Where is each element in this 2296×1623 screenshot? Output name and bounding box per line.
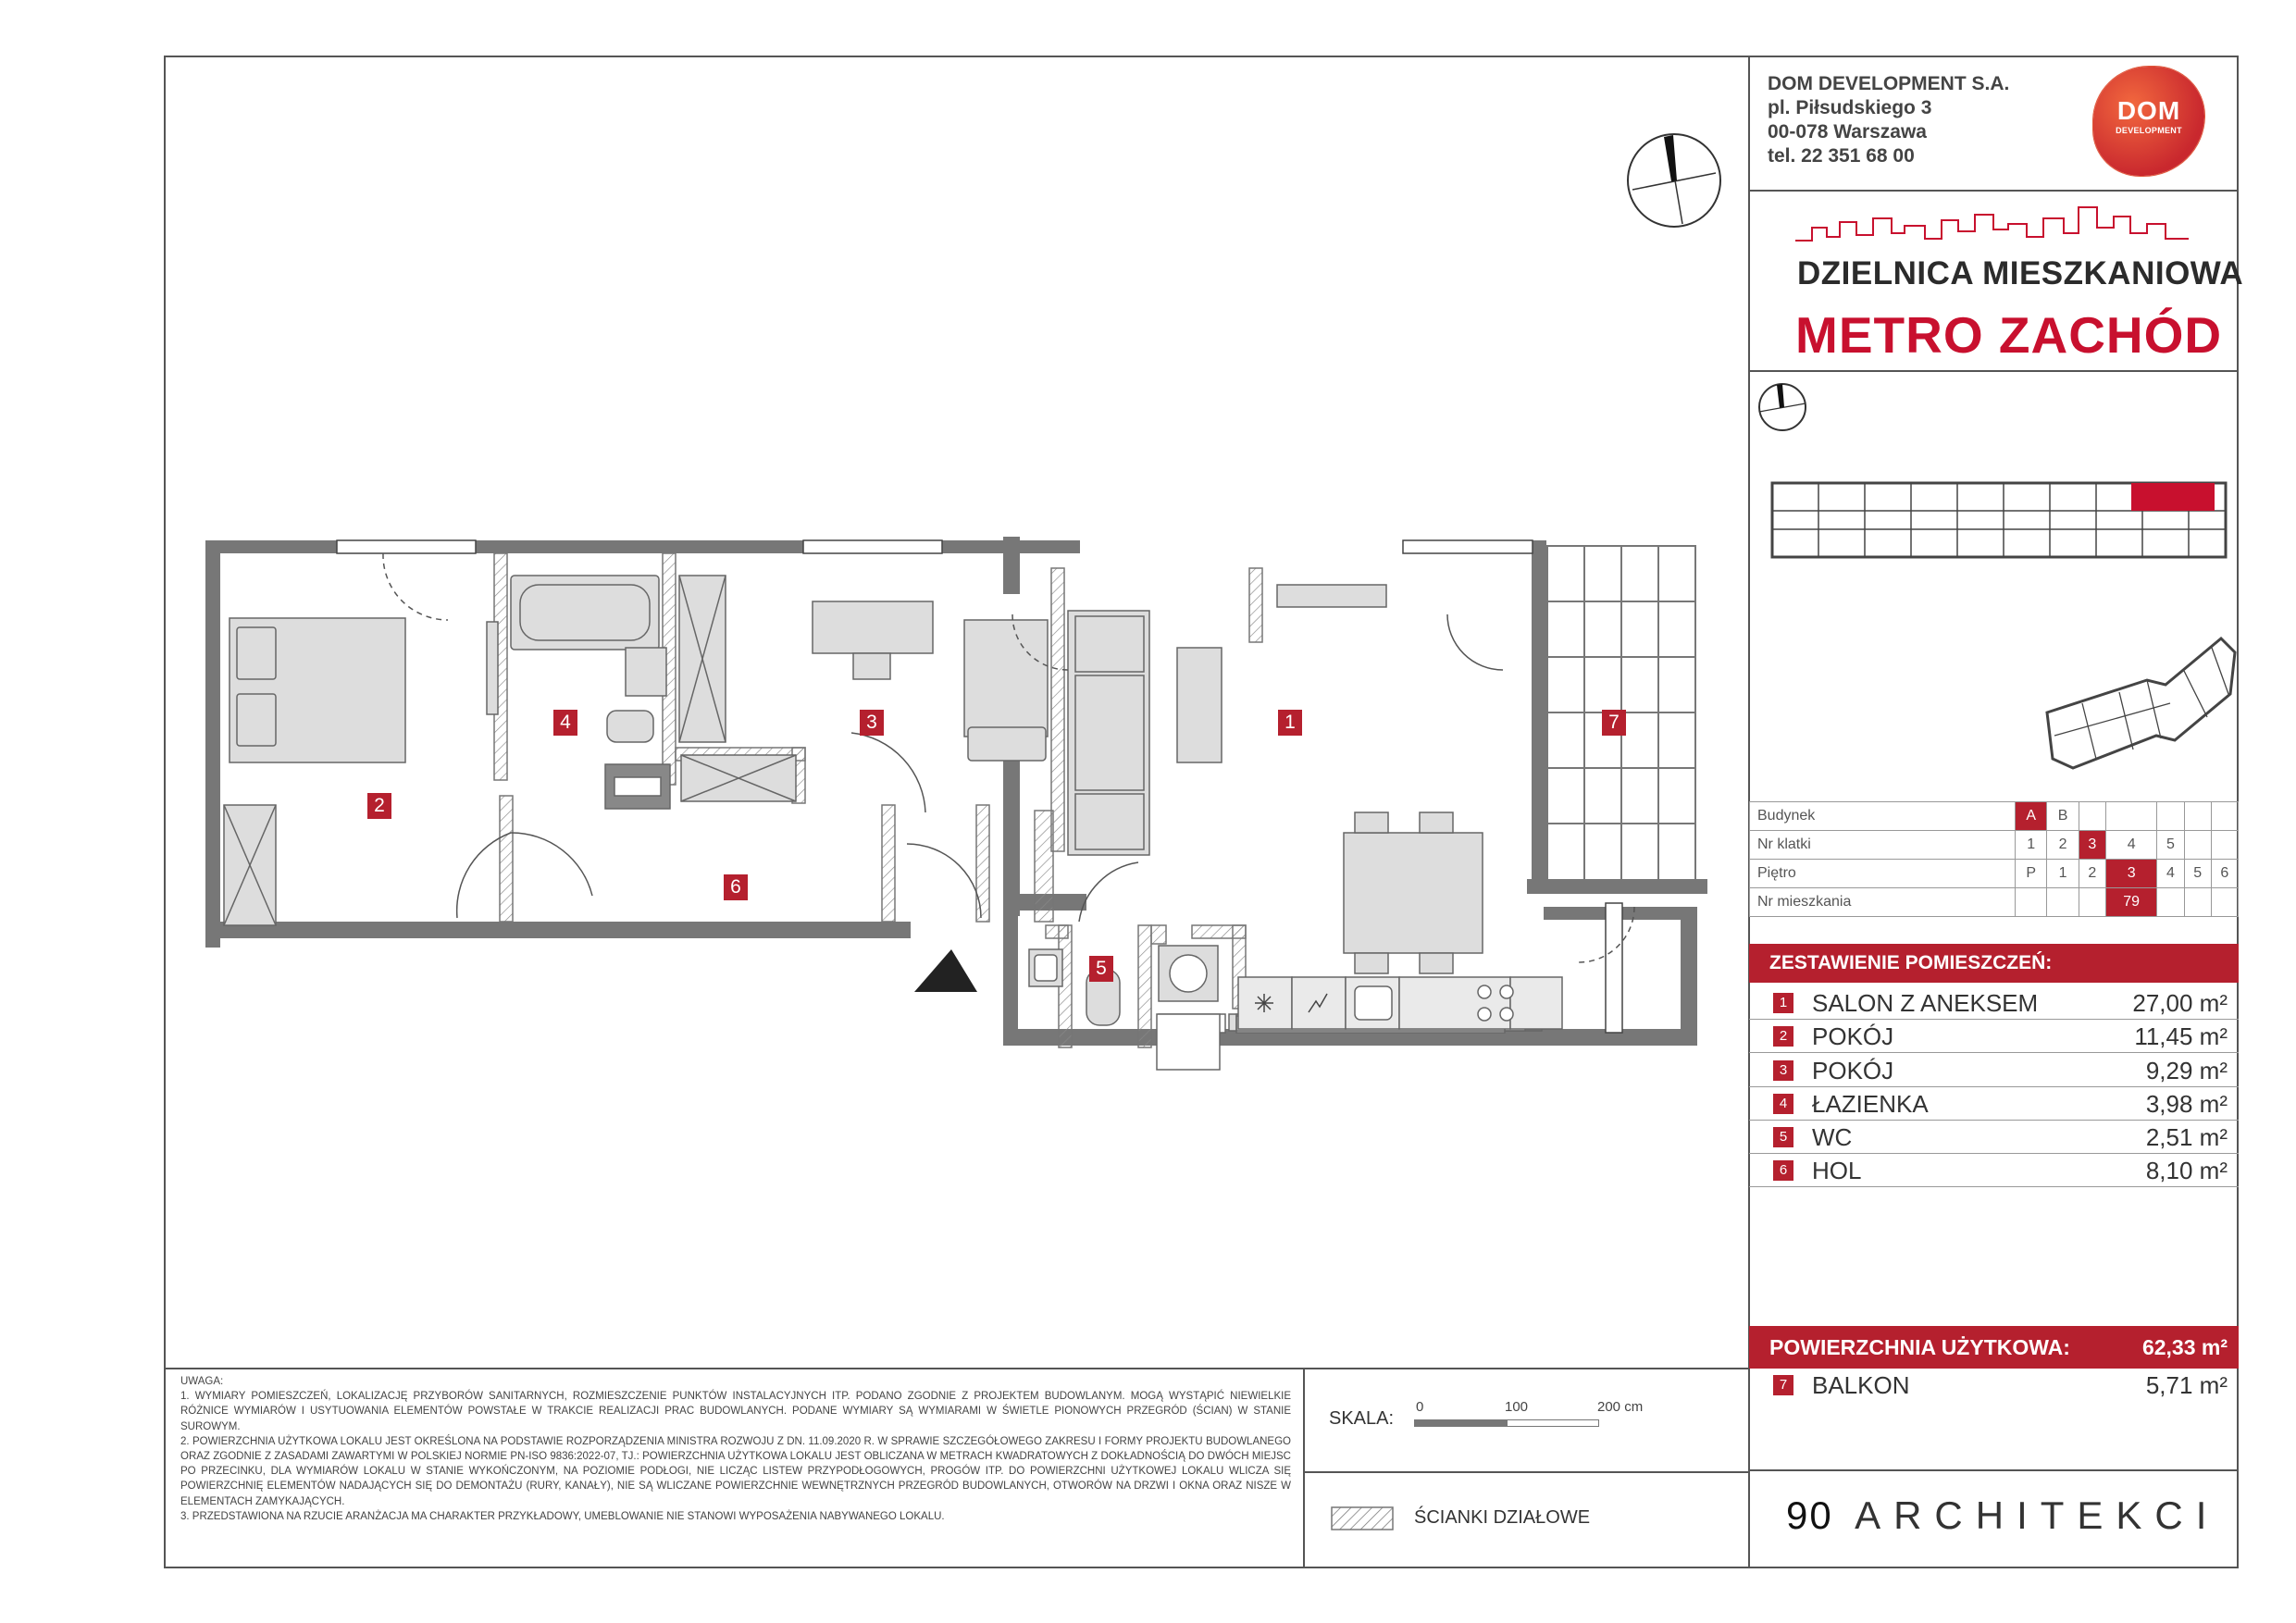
room-row-divider [1749, 1186, 2239, 1187]
plan-room-label: 3 [860, 710, 884, 736]
company-address-street: pl. Piłsudskiego 3 [1768, 97, 1932, 118]
room-row [1749, 1121, 2239, 1154]
location-cell: 5 [2184, 860, 2211, 888]
location-cell: 2 [2047, 831, 2079, 860]
room-area: 9,29 m² [2145, 1057, 2228, 1084]
room-name: HOL [1812, 1157, 1862, 1184]
location-cell: A [2016, 802, 2047, 831]
room-name: SALON Z ANEKSEM [1812, 989, 2039, 1017]
scale-tick-0: 0 [1416, 1399, 1424, 1415]
site-plan-thumbnail [2045, 629, 2240, 787]
logo-text-development: DEVELOPMENT [2116, 126, 2182, 135]
room-number: 1 [1773, 993, 1793, 1013]
panel-line [1748, 1469, 2239, 1471]
balcony-area: 5,71 m² [2145, 1371, 2228, 1399]
room-row [1749, 1154, 2239, 1187]
usable-area-value: 62,33 m² [2141, 1335, 2228, 1359]
plan-room-label: 7 [1602, 710, 1626, 736]
skyline-icon [1795, 202, 2189, 248]
location-cell: 3 [2079, 831, 2105, 860]
location-row-label: Piętro [1750, 860, 2016, 888]
building-floor-key-plan [1763, 474, 2235, 566]
brand-line-2: METRO ZACHÓD [1795, 306, 2223, 364]
room-area: 27,00 m² [2132, 989, 2228, 1017]
room-row [1749, 1020, 2239, 1053]
location-cell [2184, 831, 2211, 860]
location-cell: 1 [2016, 831, 2047, 860]
location-cell: 6 [2211, 860, 2238, 888]
panel-line [1748, 370, 2239, 372]
room-number: 3 [1773, 1060, 1793, 1081]
location-cell: 4 [2157, 860, 2184, 888]
architect-name: ARCHITEKCI [1855, 1493, 2220, 1537]
panel-line [1748, 190, 2239, 192]
location-row-label: Budynek [1750, 802, 2016, 831]
room-name: WC [1812, 1123, 1853, 1151]
room-row-divider [1749, 1052, 2239, 1053]
location-cell: 4 [2105, 831, 2156, 860]
location-cell [2211, 802, 2238, 831]
legend-partition-walls: ŚCIANKI DZIAŁOWE [1414, 1507, 1591, 1528]
company-block [1768, 72, 2009, 168]
room-number: 6 [1773, 1160, 1793, 1181]
company-name: DOM DEVELOPMENT S.A. [1768, 73, 2010, 94]
location-table [1749, 801, 2239, 917]
location-cell: 1 [2047, 860, 2079, 888]
location-cell [2016, 888, 2047, 917]
brand-line-1: DZIELNICA MIESZKANIOWA [1797, 255, 2244, 291]
room-row [1749, 1054, 2239, 1087]
notes-title: UWAGA: [180, 1376, 224, 1387]
plan-room-label: 2 [367, 793, 391, 819]
usable-area-label: POWIERZCHNIA UŻYTKOWA: [1769, 1335, 2070, 1359]
location-row [1750, 860, 2239, 888]
notes-block [180, 1374, 1291, 1524]
notes-divider [1303, 1368, 1305, 1568]
company-phone: tel. 22 351 68 00 [1768, 145, 1915, 167]
location-cell [2047, 888, 2079, 917]
site-north-arrow-icon [1755, 379, 1810, 435]
logo-text-dom: DOM [2116, 96, 2181, 125]
location-cell [2079, 888, 2105, 917]
room-area: 2,51 m² [2145, 1123, 2228, 1151]
location-row-label: Nr mieszkania [1750, 888, 2016, 917]
room-area: 8,10 m² [2145, 1157, 2228, 1184]
location-cell [2211, 831, 2238, 860]
architect-number: 90 [1786, 1493, 1833, 1537]
location-row [1750, 888, 2239, 917]
room-name: POKÓJ [1812, 1022, 1894, 1050]
balcony-number: 7 [1773, 1375, 1793, 1395]
room-name: POKÓJ [1812, 1057, 1894, 1084]
location-cell [2079, 802, 2105, 831]
location-cell [2211, 888, 2238, 917]
room-number: 2 [1773, 1026, 1793, 1047]
balcony-row [1749, 1369, 2239, 1402]
partition-wall-hatch-icon [1331, 1506, 1394, 1530]
location-cell [2105, 802, 2156, 831]
scale-label: SKALA: [1329, 1408, 1395, 1429]
location-cell: P [2016, 860, 2047, 888]
north-arrow-icon [1623, 130, 1725, 231]
usable-area-bar [1749, 1326, 2239, 1369]
scale-divider [1303, 1471, 1749, 1473]
rooms-title: ZESTAWIENIE POMIESZCZEŃ: [1749, 944, 2239, 983]
room-row [1749, 986, 2239, 1020]
location-cell [2184, 802, 2211, 831]
location-cell: 3 [2105, 860, 2156, 888]
location-cell: 79 [2105, 888, 2156, 917]
plan-room-label: 1 [1278, 710, 1302, 736]
room-area: 11,45 m² [2134, 1022, 2228, 1050]
location-cell: 2 [2079, 860, 2105, 888]
plan-room-label: 5 [1089, 956, 1113, 982]
location-cell [2157, 802, 2184, 831]
room-row [1749, 1087, 2239, 1121]
note-3: 3. PRZEDSTAWIONA NA RZUCIE ARANŻACJA MA CHARAKTER PRZYKŁADOWY, UMEBLOWANIE NIE STANOWI WYPOSAŻENIA NABYWANEGO LOKALU. [180, 1510, 945, 1522]
bottom-divider [164, 1368, 1749, 1369]
location-cell: 5 [2157, 831, 2184, 860]
company-address-city: 00-078 Warszawa [1768, 121, 1927, 142]
room-number: 4 [1773, 1094, 1793, 1114]
location-row [1750, 831, 2239, 860]
location-cell: B [2047, 802, 2079, 831]
room-area: 3,98 m² [2145, 1090, 2228, 1118]
note-1: 1. WYMIARY POMIESZCZEŃ, LOKALIZACJĘ PRZYBORÓW SANITARNYCH, ROZMIESZCZENIE PUNKTÓW INSTALACYJNYCH ITP. PODANO ZGODNIE Z PROJEKTEM BUDOWLANYM. MOGĄ WYSTĄPIĆ NIEWIELKIE RÓŻNICE WYMIARÓW I USYTUOWANIA ELEMENTÓW POWSTAŁE W TRAKCIE REALIZACJI PRAC BUDOWLANYCH. PODANE WYMIARY SĄ WYMIARAMI W ŚWIETLE PIONOWYCH PRZEGRÓD (ŚCIAN) W STANIE SUROWYM. [180, 1391, 1291, 1432]
scale-tick-200: 200 cm [1597, 1399, 1644, 1415]
location-row-label: Nr klatki [1750, 831, 2016, 860]
location-cell [2184, 888, 2211, 917]
scale-bar-empty [1507, 1419, 1599, 1427]
plan-room-label: 6 [724, 874, 748, 900]
note-2: 2. POWIERZCHNIA UŻYTKOWA LOKALU JEST OKREŚLONA NA PODSTAWIE ROZPORZĄDZENIA MINISTRA ROZWOJU Z DN. 11.09.2020 R. W SPRAWIE SZCZEGÓŁOWEGO ZAKRESU I FORMY PROJEKTU BUDOWLANEGO ORAZ ZGODNIE Z ZASADAMI ZAWARTYMI W POLSKIEJ NORMIE PN-ISO 9836:2022-07, TJ.: POWIERZCHNIA UŻYTKOWA LOKALU JEST OBLICZANA W METRACH KWADRATOWYCH Z DOKŁADNOŚCIĄ DO DWÓCH MIEJSC PO PRZECINKU, DLA WYMIARÓW LOKALU W STANIE WYKOŃCZONYM, NA POZIOMIE PODŁOGI, NIE LICZĄC LISTEW PRZYPODŁOGOWYCH, PROGÓW ITP. DO POWIERZCHNI UŻYTKOWEJ LOKALU WLICZA SIĘ POWIERZCHNIĘ ELEMENTÓW NADAJĄCYCH SIĘ DO DEMONTAŻU (RURY, KANAŁY), NIE SĄ WLICZANE POWIERZCHNIE WEWNĘTRZNYCH PRZEGRÓD BUDOWLANYCH, OTWORÓW NA DRZWI I OKNA ORAZ NISZE W ELEMENTACH ZAMYKAJĄCYCH. [180, 1435, 1291, 1507]
location-row [1750, 802, 2239, 831]
room-name: ŁAZIENKA [1812, 1090, 1929, 1118]
scale-tick-100: 100 [1505, 1399, 1529, 1415]
room-number: 5 [1773, 1127, 1793, 1147]
architect-logo [1786, 1493, 2219, 1538]
apartment-floor-plan [185, 518, 1740, 1092]
plan-room-label: 4 [553, 710, 577, 736]
balcony-name: BALKON [1812, 1371, 1910, 1399]
location-cell [2157, 888, 2184, 917]
